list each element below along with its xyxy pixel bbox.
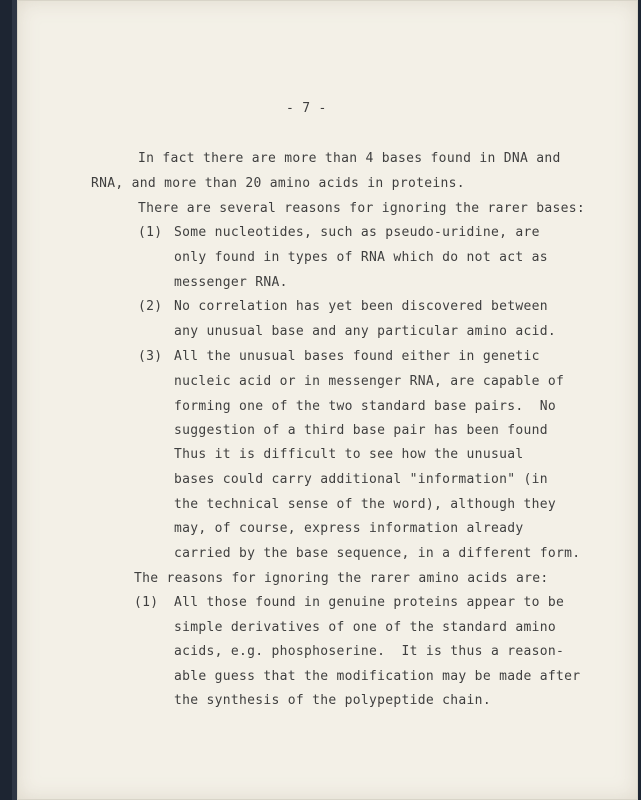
page-number: - 7 - — [286, 101, 327, 116]
text-line-9: All the unusual bases found either in genetic — [174, 349, 540, 364]
text-line-10: nucleic acid or in messenger RNA, are capable of — [174, 374, 565, 389]
text-line-13: Thus it is difficult to see how the unusual — [174, 447, 524, 462]
text-line-7: No correlation has yet been discovered between — [174, 299, 548, 314]
text-line-16: may, of course, express information already — [174, 521, 524, 536]
list-marker-1: (1) — [138, 225, 163, 240]
list-marker-2: (2) — [138, 299, 163, 314]
text-line-12: suggestion of a third base pair has been found — [174, 423, 548, 438]
text-line-8: any unusual base and any particular amino acid. — [174, 324, 556, 339]
list-marker-3: (3) — [138, 349, 163, 364]
text-line-19: All those found in genuine proteins appear to be — [174, 595, 565, 610]
text-line-18: The reasons for ignoring the rarer amino acids are: — [134, 571, 549, 586]
text-line-17: carried by the base sequence, in a different form. — [174, 546, 581, 561]
text-line-11: forming one of the two standard base pairs. No — [174, 399, 556, 414]
text-line-2: RNA, and more than 20 amino acids in proteins. — [91, 176, 465, 191]
text-line-23: the synthesis of the polypeptide chain. — [174, 693, 491, 708]
text-line-14: bases could carry additional "information" (in — [174, 472, 548, 487]
text-line-22: able guess that the modification may be made after — [174, 669, 581, 684]
text-line-6: messenger RNA. — [174, 275, 288, 290]
list-marker-4: (1) — [134, 595, 159, 610]
text-line-1: In fact there are more than 4 bases found in DNA and — [138, 151, 561, 166]
text-line-20: simple derivatives of one of the standard amino — [174, 620, 556, 635]
text-line-4: Some nucleotides, such as pseudo-uridine, are — [174, 225, 540, 240]
text-line-3: There are several reasons for ignoring the rarer bases: — [138, 201, 585, 216]
text-line-21: acids, e.g. phosphoserine. It is thus a reason- — [174, 644, 565, 659]
text-line-5: only found in types of RNA which do not act as — [174, 250, 548, 265]
text-line-15: the technical sense of the word), although they — [174, 497, 556, 512]
